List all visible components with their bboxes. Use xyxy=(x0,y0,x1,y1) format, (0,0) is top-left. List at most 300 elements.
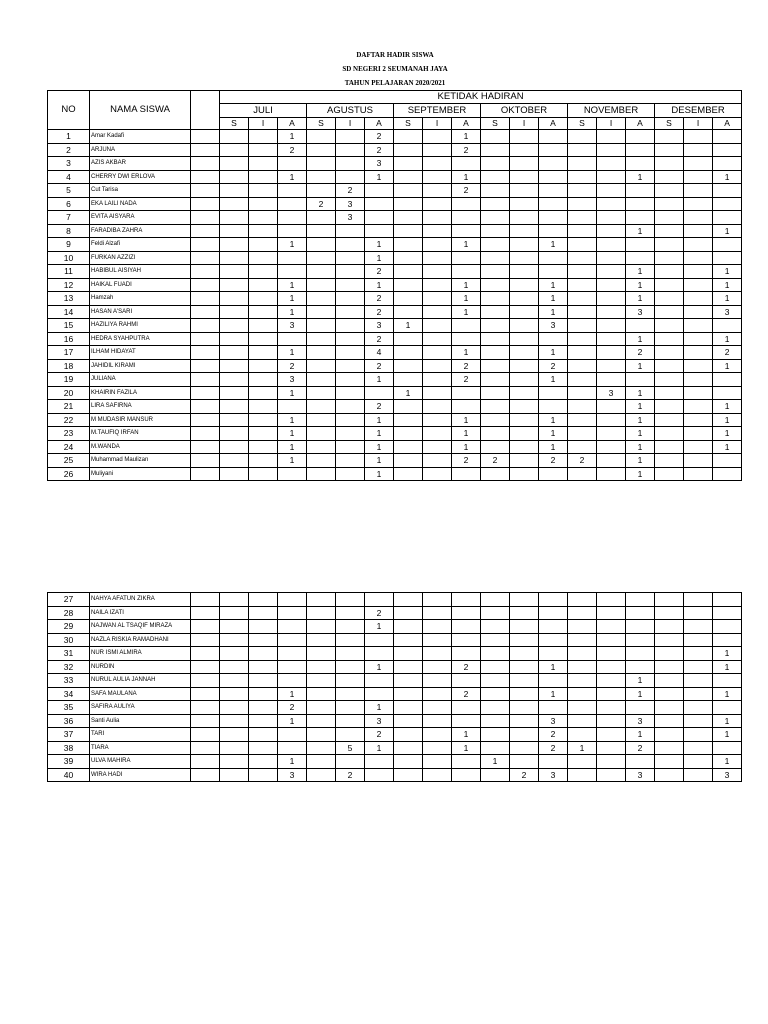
absence-count-cell xyxy=(278,633,307,647)
absence-count-cell xyxy=(423,130,452,144)
row-number: 35 xyxy=(48,701,90,715)
table-row xyxy=(48,440,742,454)
absence-count-cell xyxy=(394,170,423,184)
absence-count-cell xyxy=(336,440,365,454)
absence-count-cell: 2 xyxy=(278,701,307,715)
absence-count-cell xyxy=(713,606,742,620)
absence-count-cell xyxy=(568,157,597,171)
table-row xyxy=(48,211,742,225)
absence-count-cell xyxy=(249,687,278,701)
absence-count-cell: 1 xyxy=(365,278,394,292)
absence-count-cell xyxy=(365,593,394,607)
absence-count-cell xyxy=(220,251,249,265)
table-row xyxy=(48,197,742,211)
student-name: SAFA MAULANA xyxy=(90,687,191,701)
absence-count-cell xyxy=(713,701,742,715)
absence-count-cell xyxy=(220,359,249,373)
absence-count-cell xyxy=(307,130,336,144)
absence-count-cell: 1 xyxy=(539,292,568,306)
absence-count-cell xyxy=(684,292,713,306)
table-row xyxy=(48,454,742,468)
student-name: NAILA IZATI xyxy=(90,606,191,620)
absence-count-cell xyxy=(510,386,539,400)
absence-count-cell xyxy=(336,606,365,620)
absence-count-cell xyxy=(626,319,655,333)
absence-count-cell xyxy=(307,728,336,742)
absence-count-cell xyxy=(597,687,626,701)
absence-count-cell xyxy=(307,454,336,468)
table-row xyxy=(48,359,742,373)
absence-count-cell xyxy=(597,292,626,306)
absence-count-cell: 1 xyxy=(713,687,742,701)
student-name: HABIBUL AISIYAH xyxy=(90,265,191,279)
absence-count-cell: 1 xyxy=(713,714,742,728)
absence-count-cell xyxy=(336,427,365,441)
absence-count-cell xyxy=(307,606,336,620)
absence-count-cell xyxy=(568,143,597,157)
sub-header: A xyxy=(626,118,655,130)
row-number: 30 xyxy=(48,633,90,647)
absence-count-cell xyxy=(568,211,597,225)
student-name: TARI xyxy=(90,728,191,742)
absence-count-cell xyxy=(220,265,249,279)
absence-count-cell xyxy=(539,647,568,661)
absence-count-cell xyxy=(539,633,568,647)
absence-count-cell xyxy=(597,400,626,414)
absence-count-cell xyxy=(365,755,394,769)
absence-count-cell xyxy=(510,251,539,265)
absence-count-cell xyxy=(510,701,539,715)
absence-count-cell xyxy=(394,211,423,225)
absence-count-cell: 1 xyxy=(626,332,655,346)
absence-count-cell xyxy=(278,660,307,674)
absence-count-cell xyxy=(568,332,597,346)
absence-count-cell xyxy=(307,440,336,454)
absence-count-cell xyxy=(336,251,365,265)
row-number: 16 xyxy=(48,332,90,346)
blank-cell xyxy=(191,143,220,157)
absence-count-cell xyxy=(307,687,336,701)
blank-cell xyxy=(191,332,220,346)
absence-count-cell xyxy=(597,606,626,620)
absence-count-cell xyxy=(568,427,597,441)
absence-count-cell xyxy=(423,346,452,360)
absence-count-cell: 2 xyxy=(365,130,394,144)
absence-count-cell xyxy=(539,130,568,144)
absence-count-cell xyxy=(336,467,365,481)
row-number: 1 xyxy=(48,130,90,144)
sub-header: I xyxy=(336,118,365,130)
absence-count-cell xyxy=(336,701,365,715)
absence-count-cell xyxy=(336,413,365,427)
student-name: SAFIRA AULIYA xyxy=(90,701,191,715)
blank-cell xyxy=(191,620,220,634)
sub-header: S xyxy=(220,118,249,130)
absence-count-cell xyxy=(713,454,742,468)
absence-count-cell: 2 xyxy=(278,143,307,157)
absence-count-cell xyxy=(452,211,481,225)
absence-count-cell xyxy=(510,184,539,198)
absence-count-cell xyxy=(336,674,365,688)
absence-count-cell xyxy=(452,467,481,481)
absence-count-cell xyxy=(481,292,510,306)
absence-count-cell xyxy=(481,701,510,715)
absence-count-cell xyxy=(336,292,365,306)
table-row xyxy=(48,170,742,184)
absence-count-cell xyxy=(249,606,278,620)
absence-count-cell xyxy=(220,197,249,211)
absence-count-cell xyxy=(684,454,713,468)
absence-count-cell xyxy=(220,157,249,171)
absence-count-cell: 1 xyxy=(713,265,742,279)
absence-count-cell xyxy=(336,319,365,333)
absence-count-cell xyxy=(307,278,336,292)
sub-header: A xyxy=(452,118,481,130)
absence-count-cell xyxy=(423,741,452,755)
month-header: NOVEMBER xyxy=(568,104,655,118)
absence-count-cell xyxy=(394,238,423,252)
absence-count-cell xyxy=(307,400,336,414)
absence-count-cell xyxy=(655,224,684,238)
absence-count-cell: 1 xyxy=(626,278,655,292)
absence-count-cell xyxy=(423,440,452,454)
absence-count-cell xyxy=(249,184,278,198)
sub-header: S xyxy=(481,118,510,130)
absence-count-cell xyxy=(655,593,684,607)
absence-count-cell xyxy=(278,741,307,755)
student-name: WIRA HADI xyxy=(90,768,191,782)
attendance-table-page1 xyxy=(47,90,742,481)
absence-count-cell xyxy=(655,701,684,715)
absence-count-cell xyxy=(278,674,307,688)
student-name: FURKAN AZZIZI xyxy=(90,251,191,265)
absence-count-cell xyxy=(249,620,278,634)
blank-cell xyxy=(191,755,220,769)
absence-count-cell xyxy=(713,373,742,387)
absence-count-cell: 1 xyxy=(713,728,742,742)
no-header: NO xyxy=(48,91,90,130)
absence-count-cell xyxy=(307,346,336,360)
blank-cell xyxy=(191,319,220,333)
absence-count-cell xyxy=(568,593,597,607)
table-row xyxy=(48,238,742,252)
absence-count-cell: 1 xyxy=(713,413,742,427)
absence-count-cell xyxy=(336,359,365,373)
absence-count-cell xyxy=(568,373,597,387)
absence-count-cell xyxy=(307,157,336,171)
sub-header: I xyxy=(597,118,626,130)
absence-count-cell xyxy=(220,467,249,481)
absence-count-cell xyxy=(481,440,510,454)
absence-count-cell xyxy=(655,238,684,252)
absence-count-cell xyxy=(365,184,394,198)
blank-cell xyxy=(191,130,220,144)
absence-count-cell xyxy=(626,701,655,715)
table-row xyxy=(48,265,742,279)
absence-count-cell xyxy=(684,647,713,661)
absence-count-cell xyxy=(307,674,336,688)
absence-count-cell xyxy=(394,467,423,481)
absence-count-cell: 1 xyxy=(365,701,394,715)
absence-count-cell xyxy=(278,332,307,346)
absence-count-cell: 1 xyxy=(278,440,307,454)
absence-count-cell xyxy=(365,647,394,661)
absence-count-cell: 4 xyxy=(365,346,394,360)
student-name: NAHYA AFATUN ZIKRA xyxy=(90,593,191,607)
absence-count-cell xyxy=(220,400,249,414)
absence-count-cell xyxy=(365,386,394,400)
absence-count-cell xyxy=(452,768,481,782)
absence-count-cell xyxy=(481,660,510,674)
absence-count-cell xyxy=(452,400,481,414)
row-number: 33 xyxy=(48,674,90,688)
absence-count-cell xyxy=(510,238,539,252)
absence-count-cell xyxy=(394,359,423,373)
absence-count-cell xyxy=(713,741,742,755)
absence-count-cell xyxy=(568,265,597,279)
absence-count-cell xyxy=(220,224,249,238)
absence-count-cell xyxy=(684,427,713,441)
absence-count-cell xyxy=(220,278,249,292)
absence-count-cell xyxy=(568,224,597,238)
blank-cell xyxy=(191,211,220,225)
table-row xyxy=(48,157,742,171)
absence-count-cell xyxy=(597,265,626,279)
absence-count-cell: 2 xyxy=(365,728,394,742)
absence-count-cell xyxy=(626,130,655,144)
absence-count-cell xyxy=(307,427,336,441)
absence-count-cell xyxy=(220,427,249,441)
absence-count-cell xyxy=(423,755,452,769)
absence-count-cell xyxy=(249,701,278,715)
absence-count-cell xyxy=(655,184,684,198)
absence-count-cell xyxy=(249,265,278,279)
absence-count-cell xyxy=(510,674,539,688)
blank-cell xyxy=(191,467,220,481)
absence-count-cell xyxy=(220,714,249,728)
absence-count-cell xyxy=(713,386,742,400)
absence-count-cell xyxy=(655,211,684,225)
absence-count-cell: 1 xyxy=(539,440,568,454)
blank-cell xyxy=(191,184,220,198)
absence-count-cell xyxy=(481,400,510,414)
absence-count-cell xyxy=(365,674,394,688)
absence-count-cell xyxy=(481,728,510,742)
absence-count-cell xyxy=(278,265,307,279)
absence-count-cell xyxy=(539,251,568,265)
absence-count-cell xyxy=(626,143,655,157)
absence-count-cell xyxy=(713,130,742,144)
absence-count-cell xyxy=(655,278,684,292)
absence-count-cell: 1 xyxy=(626,687,655,701)
absence-count-cell xyxy=(510,265,539,279)
absence-count-cell xyxy=(249,440,278,454)
absence-count-cell xyxy=(249,755,278,769)
absence-count-cell xyxy=(220,130,249,144)
absence-count-cell: 1 xyxy=(278,755,307,769)
absence-count-cell xyxy=(452,755,481,769)
row-number: 25 xyxy=(48,454,90,468)
row-number: 11 xyxy=(48,265,90,279)
student-name: NURUL AULIA JANNAH xyxy=(90,674,191,688)
absence-count-cell xyxy=(510,332,539,346)
row-number: 13 xyxy=(48,292,90,306)
sub-header: S xyxy=(394,118,423,130)
student-name: NAJWAN AL TSAQIF MIRAZA xyxy=(90,620,191,634)
absence-count-cell: 1 xyxy=(452,238,481,252)
absence-count-cell xyxy=(249,633,278,647)
blank-cell xyxy=(191,170,220,184)
absence-count-cell xyxy=(220,292,249,306)
absence-count-cell xyxy=(249,305,278,319)
absence-count-cell xyxy=(655,413,684,427)
absence-count-cell: 1 xyxy=(365,454,394,468)
absence-count-cell: 2 xyxy=(510,768,539,782)
absence-count-cell xyxy=(597,674,626,688)
absence-count-cell xyxy=(684,674,713,688)
absence-count-cell: 1 xyxy=(452,305,481,319)
absence-count-cell xyxy=(423,660,452,674)
absence-count-cell xyxy=(249,130,278,144)
absence-count-cell xyxy=(510,593,539,607)
row-number: 21 xyxy=(48,400,90,414)
absence-count-cell xyxy=(452,593,481,607)
absence-count-cell xyxy=(539,224,568,238)
absence-count-cell xyxy=(684,633,713,647)
absence-count-cell xyxy=(597,714,626,728)
table-row xyxy=(48,728,742,742)
absence-count-cell: 1 xyxy=(713,755,742,769)
absence-count-cell xyxy=(423,157,452,171)
absence-count-cell: 1 xyxy=(626,265,655,279)
absence-count-cell: 2 xyxy=(365,265,394,279)
blank-cell xyxy=(191,687,220,701)
absence-count-cell xyxy=(394,660,423,674)
absence-count-cell xyxy=(220,647,249,661)
absence-count-cell xyxy=(655,755,684,769)
absence-count-cell xyxy=(713,251,742,265)
absence-count-cell xyxy=(481,238,510,252)
absence-count-cell xyxy=(597,346,626,360)
absence-count-cell xyxy=(597,647,626,661)
absence-count-cell xyxy=(655,359,684,373)
absence-count-cell xyxy=(394,768,423,782)
absence-count-cell xyxy=(307,170,336,184)
absence-count-cell xyxy=(394,647,423,661)
month-header: OKTOBER xyxy=(481,104,568,118)
absence-count-cell xyxy=(220,305,249,319)
student-name: HAIKAL FUADI xyxy=(90,278,191,292)
absence-count-cell xyxy=(568,305,597,319)
absence-count-cell xyxy=(452,251,481,265)
absence-count-cell: 1 xyxy=(365,170,394,184)
absence-count-cell xyxy=(568,728,597,742)
absence-count-cell: 1 xyxy=(452,741,481,755)
absence-count-cell xyxy=(307,238,336,252)
absence-count-cell: 2 xyxy=(365,332,394,346)
blank-cell xyxy=(191,359,220,373)
absence-count-cell: 2 xyxy=(365,359,394,373)
table-row xyxy=(48,674,742,688)
absence-count-cell: 2 xyxy=(365,606,394,620)
blank-cell xyxy=(191,278,220,292)
absence-count-cell xyxy=(394,224,423,238)
absence-count-cell xyxy=(510,400,539,414)
blank-header xyxy=(191,91,220,130)
absence-count-cell xyxy=(626,373,655,387)
absence-count-cell xyxy=(510,687,539,701)
absence-count-cell: 1 xyxy=(365,373,394,387)
absence-count-cell xyxy=(655,332,684,346)
blank-cell xyxy=(191,440,220,454)
absence-count-cell xyxy=(307,373,336,387)
absence-count-cell xyxy=(481,768,510,782)
absence-count-cell xyxy=(249,157,278,171)
absence-count-cell xyxy=(220,728,249,742)
row-number: 15 xyxy=(48,319,90,333)
blank-cell xyxy=(191,400,220,414)
absence-count-cell xyxy=(539,157,568,171)
absence-count-cell xyxy=(249,413,278,427)
absence-count-cell xyxy=(684,157,713,171)
absence-count-cell xyxy=(597,332,626,346)
absence-count-cell xyxy=(597,143,626,157)
absence-count-cell xyxy=(626,238,655,252)
absence-count-cell xyxy=(481,633,510,647)
blank-cell xyxy=(191,647,220,661)
absence-count-cell xyxy=(597,359,626,373)
absence-count-cell xyxy=(568,674,597,688)
absence-count-cell xyxy=(220,143,249,157)
absence-count-cell: 1 xyxy=(278,413,307,427)
absence-count-cell xyxy=(655,633,684,647)
absence-count-cell xyxy=(597,278,626,292)
absence-count-cell xyxy=(568,620,597,634)
absence-count-cell xyxy=(539,701,568,715)
absence-count-cell xyxy=(510,714,539,728)
absence-count-cell xyxy=(220,238,249,252)
absence-count-cell xyxy=(481,674,510,688)
absence-count-cell xyxy=(452,319,481,333)
absence-count-cell xyxy=(423,467,452,481)
absence-count-cell: 1 xyxy=(394,386,423,400)
absence-count-cell xyxy=(394,620,423,634)
absence-count-cell: 1 xyxy=(713,359,742,373)
absence-count-cell xyxy=(394,427,423,441)
blank-cell xyxy=(191,454,220,468)
absence-count-cell xyxy=(655,319,684,333)
absence-count-cell xyxy=(597,728,626,742)
sub-header: A xyxy=(713,118,742,130)
absence-count-cell xyxy=(481,373,510,387)
absence-count-cell xyxy=(307,660,336,674)
absence-count-cell xyxy=(597,620,626,634)
absence-count-cell xyxy=(278,184,307,198)
absence-count-cell: 1 xyxy=(365,620,394,634)
absence-count-cell xyxy=(307,319,336,333)
absence-count-cell xyxy=(220,701,249,715)
absence-count-cell: 3 xyxy=(336,197,365,211)
absence-count-cell xyxy=(597,454,626,468)
absence-count-cell xyxy=(684,238,713,252)
absence-count-cell xyxy=(684,620,713,634)
absence-count-cell: 1 xyxy=(713,278,742,292)
absence-count-cell: 2 xyxy=(365,305,394,319)
absence-count-cell xyxy=(452,701,481,715)
absence-count-cell xyxy=(626,593,655,607)
absence-count-cell: 2 xyxy=(481,454,510,468)
absence-count-cell xyxy=(626,633,655,647)
